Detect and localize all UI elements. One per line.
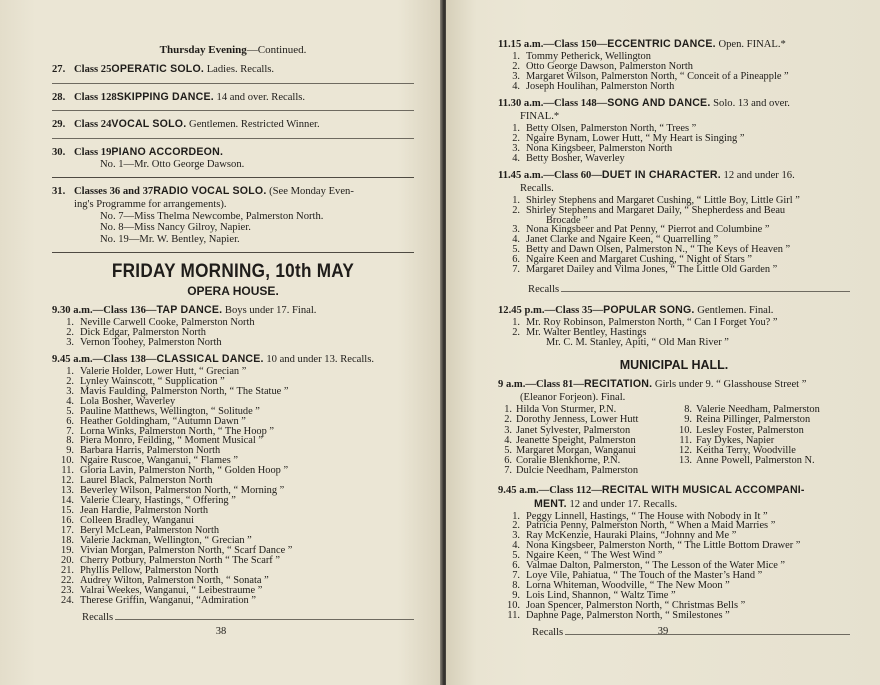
entrant-name: Joseph Houlihan, Palmerston North [526, 80, 675, 92]
entrant-name: Beryl McLean, Palmerston North [80, 525, 220, 537]
event-details: Open. FINAL.* [718, 39, 786, 50]
event-details: Girls under 9. “ Glasshouse Street ” [654, 379, 807, 391]
session-ampm: a.m. [523, 97, 544, 109]
entry-number: 10. [507, 600, 520, 612]
entry-number: 3. [66, 385, 74, 397]
list-item [498, 466, 678, 476]
class-number: 24 [100, 119, 112, 131]
entrant-name: Nona Kingsbeer and Pat Penny, “ Pierrot and Columbine ” [526, 224, 770, 236]
song-dance-section [498, 97, 850, 164]
entrant-name: Reina Pillinger, Palmerston [696, 414, 811, 426]
entrant-name: Laurel Black, Palmerston North [80, 475, 213, 487]
session-ampm: a.m. [73, 353, 93, 365]
entry-number: 2. [504, 414, 512, 426]
program-item [52, 146, 414, 160]
dash: — [145, 353, 157, 365]
entry-number: 1. [512, 317, 520, 329]
entry-number: 4. [512, 152, 520, 164]
entry-number: 17. [61, 525, 74, 537]
entrant-name: Valerie Holder, Lower Hutt, “ Grecian ” [80, 365, 247, 377]
tap-dance-section [52, 304, 414, 348]
divider [52, 110, 414, 111]
entrant-name: Lesley Foster, Palmerston [696, 424, 804, 436]
class-number: 25 [100, 64, 112, 75]
entrant-list [498, 124, 850, 164]
eccentric-dance-section [498, 38, 850, 92]
entrant-name: Valrai Weekes, Wanganui, “ Leibestraume ” [80, 584, 263, 596]
entry-number: 3. [512, 224, 520, 236]
entry-number: 4. [512, 234, 520, 246]
event-title: SONG AND DANCE. [607, 96, 711, 109]
entrant-name: Cherry Potbury, Palmerston North “ The Scarf ” [80, 554, 280, 566]
entry-number: 2. [512, 520, 520, 532]
program-item [52, 118, 414, 132]
event-details: Boys under 17. Final. [224, 304, 317, 316]
entrant-name: Betty Olsen, Palmerston North, “ Trees ” [526, 122, 697, 134]
list-item [52, 338, 414, 348]
session-time: 9.30 [52, 304, 71, 316]
entry-number: 9. [684, 414, 692, 426]
entrant-name: Margaret Morgan, Wanganui [516, 444, 637, 456]
right-page [446, 0, 880, 685]
entry-number: 6. [512, 254, 520, 266]
entry-number: 22. [61, 574, 74, 586]
session-heading [52, 353, 414, 366]
entrant-name: Vivian Morgan, Palmerston North, “ Scarf Dance ” [80, 544, 293, 556]
entrant: No. 8—Miss Nancy Gilroy, Napier. [100, 222, 251, 234]
entrant-list [52, 367, 414, 606]
entrant-name: Piera Monro, Feilding, “ Moment Musical ” [80, 435, 263, 447]
continued-label: —Continued. [246, 44, 307, 56]
session-ampm: a.m. [519, 484, 539, 496]
event-title: DUET IN CHARACTER. [601, 168, 721, 181]
entrant: No. 1—Mr. Otto George Dawson. [100, 159, 245, 171]
event-title: RADIO VOCAL SOLO. [153, 185, 267, 198]
session-time: 11.15 [498, 39, 522, 50]
dash: — [92, 304, 104, 316]
class-label: Classes [74, 186, 107, 198]
entry-number: 7. [66, 425, 74, 437]
program-item [52, 63, 414, 77]
event-title: PIANO ACCORDEON. [111, 145, 224, 158]
entrant-name: Barbara Harris, Palmerston North [80, 445, 221, 457]
entry-number: 18. [61, 535, 74, 547]
event-title: SKIPPING DANCE. [116, 90, 214, 103]
entrant-name: Therese Griffin, Wanganui, “Admiration ” [80, 594, 256, 606]
entrant-name: Coralie Blenkhorne, P.N. [516, 455, 621, 467]
entrant-name: Dorothy Jenness, Lower Hutt [516, 414, 639, 426]
session-time: 9.45 [498, 484, 517, 496]
entry-number: 13. [679, 455, 692, 467]
dash: — [591, 484, 602, 496]
entrant-name: Heather Goldingham, “Autumn Dawn ” [80, 415, 246, 427]
recitation-section [498, 378, 850, 476]
entry-number: 3. [512, 530, 520, 542]
item-number: 30. [52, 146, 66, 158]
class-number: 19 [100, 146, 112, 158]
entrant-name: Ngaire Ruscoe, Wanganui, “ Flames ” [80, 455, 238, 467]
entrant-name: Audrey Wilton, Palmerston North, “ Sonata ” [80, 574, 269, 586]
list-item [678, 456, 820, 466]
dash: — [544, 305, 556, 317]
entry-number: 5. [512, 550, 520, 562]
class-number: Class 136 [103, 304, 146, 316]
entrant-name: Pauline Matthews, Wellington, “ Solitude ” [80, 405, 260, 417]
entrant-name: Lois Lind, Shannon, “ Waltz Time ” [526, 590, 676, 602]
entry-number: 24. [61, 594, 74, 606]
session-time: 9 [498, 379, 504, 391]
event-details-cont: Recalls. [520, 182, 554, 194]
entrant-name: Otto George Dawson, Palmerston North [526, 60, 693, 72]
entrant: No. 7—Miss Thelma Newcombe, Palmerston North. [100, 210, 324, 222]
entrant-name: Patricia Penny, Palmerston North, “ When a Maid Marries ” [526, 520, 776, 532]
entry-number: 1. [504, 404, 512, 416]
friday-title: FRIDAY MORNING, 10th MAY [111, 259, 355, 282]
session-ampm: a.m. [523, 169, 544, 181]
entry-number: 2. [66, 326, 74, 338]
event-details: (See Monday Even- [269, 186, 354, 198]
event-details-cont: (Eleanor Forjeon). Final. [520, 392, 626, 404]
entrant-name: Joan Spencer, Palmerston North, “ Christmas Bells ” [526, 600, 746, 612]
session-time: 11.30 [498, 97, 522, 109]
entrant-name: Valmae Dalton, Palmerston, “ The Lesson of the Water Mice ” [526, 560, 786, 572]
list-item [52, 596, 414, 606]
entry-number: 16. [61, 515, 74, 527]
entrant-name: Mr. Roy Robinson, Palmerston North, “ Can I Forget You? ” [526, 317, 778, 329]
divider [52, 138, 414, 139]
event-details: Solo. 13 and over. [713, 97, 790, 109]
entry-number: 8. [512, 580, 520, 592]
event-details: Ladies. Recalls. [206, 64, 275, 75]
item-number: 27. [52, 64, 66, 75]
entrant-name: Peggy Linnell, Hastings, “ The House with Nobody in It ” [526, 510, 768, 522]
entrant-name: Dick Edgar, Palmerston North [80, 326, 206, 338]
class-number: Class 112 [549, 484, 592, 496]
recalls-label: Recalls [532, 627, 564, 639]
entrant-name: Ngaire Keen, “ The West Wind ” [526, 550, 663, 562]
entrant-name: Shirley Stephens and Margaret Cushing, “ Little Boy, Little Girl ” [526, 194, 800, 206]
class-number: Class 150 [553, 39, 597, 50]
entry-number: 7. [512, 570, 520, 582]
entrant-name: Betty Bosher, Waverley [526, 152, 625, 164]
entrant-name: Lorna Whiteman, Woodville, “ The New Moon ” [526, 580, 730, 592]
entrant-name: Daphne Page, Palmerston North, “ Smilestones ” [526, 610, 730, 622]
entry-number: 4. [512, 540, 520, 552]
entrant-name: Betty and Dawn Olsen, Palmerston N., “ The Keys of Heaven ” [526, 244, 791, 256]
program-item [52, 91, 414, 105]
entry-number: 15. [61, 505, 74, 517]
entrant-name: Valerie Cleary, Hastings, “ Offering ” [80, 495, 236, 507]
entrant: No. 19—Mr. W. Bentley, Napier. [100, 234, 240, 246]
entrant-list [52, 318, 414, 348]
entrant-name: Janet Sylvester, Palmerston [516, 424, 631, 436]
event-details-cont: FINAL.* [520, 110, 560, 122]
entry-number: 3. [66, 336, 74, 348]
entrant-name: Jean Hardie, Palmerston North [80, 505, 209, 517]
class-label: Class [74, 64, 99, 75]
entry-number: 1. [512, 510, 520, 522]
recalls-line [82, 612, 414, 623]
session-heading [498, 304, 850, 317]
event-title: ECCENTRIC DANCE. [607, 38, 716, 50]
entry-number: 7. [512, 264, 520, 276]
recital-section [498, 484, 850, 621]
recalls-line-1 [528, 284, 850, 295]
entrant-name: Ray McKenzie, Hauraki Plains, “Johnny and Me ” [526, 530, 737, 542]
session-heading [52, 304, 414, 317]
entry-number: 4. [66, 395, 74, 407]
entrant-name: Jeanette Speight, Palmerston [516, 434, 636, 446]
entrant-list [498, 52, 850, 92]
continued-header [52, 44, 414, 57]
entrant-name: Neville Carwell Cooke, Palmerston North [80, 316, 255, 328]
event-details: 12 and under 16. [723, 169, 795, 181]
entrant-list [498, 318, 850, 348]
session-heading [498, 38, 850, 51]
entry-number: 1. [512, 194, 520, 206]
entrant-name: Tommy Petherick, Wellington [526, 51, 651, 62]
entrant-name: Brocade ” [546, 214, 588, 226]
entrant-name: Ngaire Keen and Margaret Cushing, “ Night of Stars ” [526, 254, 753, 266]
divider [52, 83, 414, 84]
entrant-name: Nona Kingsbeer, Palmerston North [526, 142, 673, 154]
dash: — [543, 39, 554, 50]
class-number: Class 35 [555, 305, 593, 317]
dash: — [145, 304, 157, 316]
event-title: OPERATIC SOLO. [111, 63, 205, 75]
opera-house-heading: OPERA HOUSE. [187, 283, 279, 298]
dash: — [538, 484, 550, 496]
session-heading-cont [498, 498, 850, 511]
event-details: 12 and under 17. Recalls. [569, 498, 678, 510]
entry-number: 9. [66, 445, 74, 457]
entry-number: 11. [507, 610, 520, 622]
entry-number: 2. [512, 204, 520, 216]
entrant-column-1 [498, 405, 678, 476]
session-time: 11.45 [498, 169, 522, 181]
page-number-left: 38 [215, 626, 227, 637]
entrant-columns [498, 405, 850, 476]
entry-number: 1. [66, 316, 74, 328]
entrant-name: Vernon Toohey, Palmerston North [80, 336, 222, 348]
event-details: 14 and over. Recalls. [216, 91, 306, 103]
entry-number: 3. [504, 424, 512, 436]
session-heading [498, 378, 850, 391]
list-item [498, 154, 850, 164]
event-title: CLASSICAL DANCE. [156, 352, 264, 365]
entrant-name: Lola Bosher, Waverley [80, 395, 176, 407]
recalls-rule [115, 619, 414, 620]
entry-number: 8. [66, 435, 74, 447]
dash: — [92, 353, 104, 365]
page-number-right: 39 [657, 626, 669, 637]
class-number: Class 81 [535, 379, 574, 391]
session-time: 9.45 [52, 353, 71, 365]
class-number: Class 60 [553, 169, 592, 181]
dash: — [596, 39, 608, 50]
entry-number: 5. [512, 244, 520, 256]
entrant-name: Margaret Wilson, Palmerston North, “ Conceit of a Pineapple ” [526, 70, 789, 82]
item-number: 31. [52, 186, 66, 198]
entry-number: 3. [512, 142, 520, 154]
entry-number: 1. [512, 122, 520, 134]
entrant-name: Dulcie Needham, Palmerston [516, 465, 639, 477]
entry-number: 11. [679, 434, 692, 446]
event-title: RECITATION. [583, 378, 653, 391]
entry-number: 21. [61, 564, 74, 576]
entry-number: 9. [512, 590, 520, 602]
item-number: 29. [52, 119, 66, 131]
class-number: 36 and 37 [109, 186, 154, 198]
session-ampm: a.m. [505, 379, 526, 391]
classical-dance-section [52, 353, 414, 606]
entrant-name: Lynley Wainscott, “ Supplication ” [80, 375, 225, 387]
entry-number: 2. [66, 375, 74, 387]
class-number: 128 [100, 91, 117, 103]
entry-number: 23. [61, 584, 74, 596]
entrant-column-2 [678, 405, 820, 476]
entry-number: 19. [61, 544, 74, 556]
entry-number: 6. [66, 415, 74, 427]
recalls-rule [561, 291, 850, 292]
entrant-name: Margaret Dailey and Vilma Jones, “ The Little Old Garden ” [526, 264, 778, 276]
event-details: Gentlemen. Final. [697, 305, 774, 317]
entrant-list [498, 196, 850, 276]
entry-number: 5. [504, 444, 512, 456]
event-title-cont: MENT. [534, 497, 567, 510]
entrant-name: Hilda Von Sturmer, P.N. [516, 404, 617, 416]
entry-number: 11. [61, 465, 74, 477]
list-item [498, 82, 850, 92]
dash: — [525, 379, 536, 391]
entry-number: 4. [504, 434, 512, 446]
municipal-hall-heading: MUNICIPAL HALL. [619, 358, 729, 373]
recalls-label: Recalls [82, 611, 114, 623]
dash: — [596, 97, 608, 109]
entry-number: 20. [61, 554, 74, 566]
entrant-name: Nona Kingsbeer, Palmerston North, “ The Little Bottom Drawer ” [526, 540, 801, 552]
entry-number: 14. [61, 495, 74, 507]
entrant-name: Keitha Terry, Woodville [696, 444, 796, 456]
entrant-name: Shirley Stephens and Margaret Daily, “ Shepherdess and Beau [526, 204, 786, 216]
entry-number: 2. [512, 132, 520, 144]
entrant-name: Beverley Wilson, Palmerston North, “ Morning ” [80, 485, 285, 497]
entrant-name: Fay Dykes, Napier [696, 434, 775, 446]
entry-number: 13. [61, 485, 74, 497]
entry-number: 12. [61, 475, 74, 487]
evening-title: Thursday Evening [159, 44, 247, 56]
entrant-name: Loye Vile, Pahiatua, “ The Touch of the Master’s Hand ” [526, 570, 763, 582]
dash: — [592, 305, 604, 317]
divider [52, 177, 414, 178]
list-item [498, 265, 850, 275]
entrant-name: Ngaire Bynam, Lower Hutt, “ My Heart is Singing ” [526, 132, 745, 144]
class-number: Class 148 [553, 97, 597, 109]
entrant-name: Janet Clarke and Ngaire Keen, “ Quarrelling ” [526, 234, 719, 246]
entrant-name: Valerie Jackman, Wellington, “ Grecian ” [80, 535, 252, 547]
divider [52, 252, 414, 253]
event-title: POPULAR SONG. [603, 304, 695, 317]
entrant-list [498, 512, 850, 621]
entrant-name: Lorna Winks, Palmerston North, “ The Hoop ” [80, 425, 274, 437]
session-time: 12.45 [498, 305, 522, 317]
entrant-name: Anne Powell, Palmerston N. [696, 455, 815, 467]
entry-number: 4. [512, 80, 520, 92]
entry-number: 3. [512, 70, 520, 82]
class-label: Class [74, 91, 99, 103]
entrant-name: Valerie Needham, Palmerston [696, 404, 820, 416]
program-item [52, 185, 414, 199]
class-number: Class 138 [103, 353, 146, 365]
dash: — [543, 97, 554, 109]
popular-song-section [498, 304, 850, 348]
event-details-cont: ing's Programme for arrangements). [74, 198, 227, 210]
session-heading [498, 169, 850, 182]
entry-number: 2. [512, 327, 520, 339]
list-item [498, 338, 850, 348]
session-heading [498, 97, 850, 110]
event-details: 10 and under 13. Recalls. [266, 353, 375, 365]
entrant-name: Mr. C. M. Stanley, Apiti, “ Old Man River ” [546, 337, 729, 349]
entrant-name: Gloria Lavin, Palmerston North, “ Golden Hoop ” [80, 465, 289, 477]
entry-number: 8. [684, 404, 692, 416]
dash: — [573, 379, 584, 391]
entry-number: 10. [679, 424, 692, 436]
event-title: TAP DANCE. [156, 303, 223, 316]
entry-number: 1. [512, 51, 520, 62]
dash: — [543, 169, 554, 181]
entry-number: 1. [66, 365, 74, 377]
event-title: RECITAL WITH MUSICAL ACCOMPANI- [601, 483, 805, 496]
entry-number: 10. [61, 455, 74, 467]
duet-section [498, 169, 850, 276]
session-ampm: a.m. [523, 39, 544, 50]
entrant-name: Colleen Bradley, Wanganui [80, 515, 195, 527]
entry-number: 12. [679, 444, 692, 456]
entrant-name: Mavis Faulding, Palmerston North, “ The Statue ” [80, 385, 289, 397]
entry-number: 6. [504, 455, 512, 467]
entry-number: 2. [512, 60, 520, 72]
list-item [498, 611, 850, 621]
recalls-label: Recalls [528, 284, 560, 296]
entry-number: 6. [512, 560, 520, 572]
entry-number: 7. [504, 465, 512, 477]
session-ampm: a.m. [73, 304, 93, 316]
entrant-name: Mr. Walter Bentley, Hastings [526, 327, 647, 339]
class-label: Class [74, 119, 99, 131]
entry-number: 5. [66, 405, 74, 417]
item-number: 28. [52, 91, 66, 103]
entrant-name: Phyllis Pellow, Palmerston North [80, 564, 219, 576]
class-label: Class [74, 146, 99, 158]
session-heading [498, 484, 850, 497]
dash: — [591, 169, 602, 181]
event-title: VOCAL SOLO. [111, 118, 187, 131]
event-details: Gentlemen. Restricted Winner. [189, 119, 320, 131]
session-ampm: p.m. [524, 305, 545, 317]
